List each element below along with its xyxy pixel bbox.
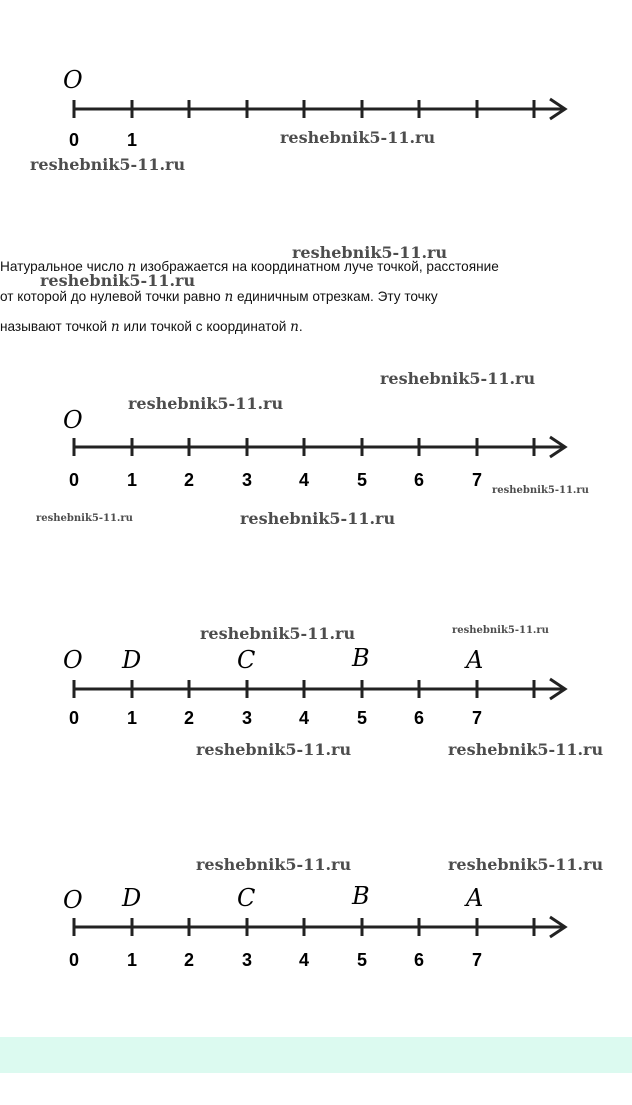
watermark: reshebnik5-11.ru <box>448 855 604 874</box>
number-line-diagram-3 <box>0 640 632 740</box>
bottom-highlight-bar <box>0 1037 632 1073</box>
point-label-c: C <box>237 646 256 674</box>
tick-label-3: 3 <box>241 708 253 728</box>
paragraph-line-2: от которой до нулевой точки равно n единичным отрезкам. Эту точку <box>0 289 438 305</box>
tick-label-1: 1 <box>126 470 138 490</box>
tick-label-7: 7 <box>471 708 483 728</box>
watermark: reshebnik5-11.ru <box>380 369 536 388</box>
tick-label-5: 5 <box>356 950 368 970</box>
paragraph-line-1: Натуральное число n изображается на координатном луче точкой, расстояние <box>0 259 499 275</box>
watermark: reshebnik5-11.ru <box>30 155 186 174</box>
paragraph-line-3: называют точкой n или точкой с координатой n. <box>0 319 303 335</box>
tick-label-0: 0 <box>68 470 80 490</box>
point-label-a: A <box>466 884 484 912</box>
watermark: reshebnik5-11.ru <box>196 740 352 759</box>
tick-label-0: 0 <box>68 708 80 728</box>
watermark: reshebnik5-11.ru <box>292 243 448 262</box>
tick-label-5: 5 <box>356 470 368 490</box>
point-label-a: A <box>466 646 484 674</box>
origin-label: O <box>63 886 83 914</box>
tick-label-3: 3 <box>241 950 253 970</box>
tick-label-2: 2 <box>183 708 195 728</box>
tick-label-1: 1 <box>126 708 138 728</box>
watermark: reshebnik5-11.ru <box>448 740 604 759</box>
tick-label-4: 4 <box>298 708 310 728</box>
tick-label-2: 2 <box>183 470 195 490</box>
tick-label-0: 0 <box>68 130 80 150</box>
origin-label: O <box>63 406 83 434</box>
origin-label: O <box>63 66 83 94</box>
point-label-c: C <box>237 884 256 912</box>
number-line-svg-3 <box>0 640 632 740</box>
origin-label: O <box>63 646 83 674</box>
tick-label-6: 6 <box>413 470 425 490</box>
watermark: reshebnik5-11.ru <box>200 624 356 643</box>
point-label-d: D <box>122 646 142 674</box>
tick-label-4: 4 <box>298 470 310 490</box>
tick-label-0: 0 <box>68 950 80 970</box>
number-line-svg-2 <box>0 398 632 498</box>
tick-label-6: 6 <box>413 950 425 970</box>
tick-label-3: 3 <box>241 470 253 490</box>
tick-label-5: 5 <box>356 708 368 728</box>
watermark: reshebnik5-11.ru <box>452 625 549 636</box>
watermark: reshebnik5-11.ru <box>240 509 396 528</box>
point-label-b: B <box>352 644 370 672</box>
watermark: reshebnik5-11.ru <box>280 128 436 147</box>
tick-label-1: 1 <box>126 950 138 970</box>
tick-label-2: 2 <box>183 950 195 970</box>
tick-label-1: 1 <box>126 130 138 150</box>
watermark: reshebnik5-11.ru <box>492 485 589 496</box>
point-label-d: D <box>122 884 142 912</box>
watermark: reshebnik5-11.ru <box>36 513 133 524</box>
watermark: reshebnik5-11.ru <box>40 271 196 290</box>
number-line-diagram-2 <box>0 398 632 498</box>
tick-label-7: 7 <box>471 950 483 970</box>
number-line-svg-4 <box>0 878 632 978</box>
tick-label-4: 4 <box>298 950 310 970</box>
number-line-diagram-4 <box>0 878 632 978</box>
point-label-b: B <box>352 882 370 910</box>
tick-label-7: 7 <box>471 470 483 490</box>
watermark: reshebnik5-11.ru <box>128 394 284 413</box>
watermark: reshebnik5-11.ru <box>196 855 352 874</box>
tick-label-6: 6 <box>413 708 425 728</box>
